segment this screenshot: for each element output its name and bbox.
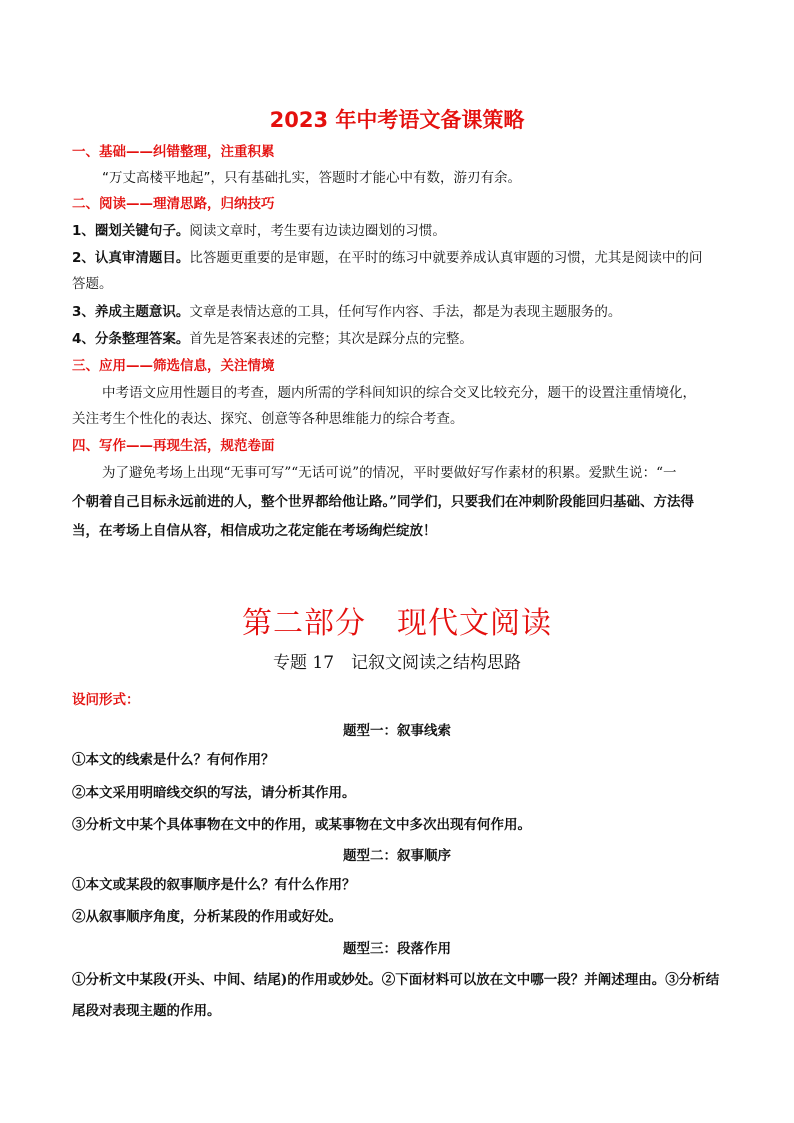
- type-2-title: 题型二：叙事顺序: [343, 848, 451, 864]
- section-2-item-2: [72, 248, 724, 268]
- section-2-item-3: [72, 302, 724, 322]
- section-2-item-1: [72, 221, 724, 241]
- item-1-lead: 1、圈划关键句子。: [72, 223, 190, 239]
- type-1-title: 题型一：叙事线索: [343, 723, 451, 739]
- item-2-text: 比答题更重要的是审题，在平时的练习中就要养成认真审题的习惯，尤其是阅读中的问: [189, 250, 703, 266]
- type-2-question-2: ②从叙事顺序角度，分析某段的作用或好处。: [72, 909, 342, 925]
- item-4-text: 首先是答案表述的完整；其次是踩分点的完整。: [189, 331, 473, 347]
- section-1-heading: 一、基础——纠错整理，注重积累: [72, 144, 275, 160]
- section-2-item-2-cont: 答题。: [72, 276, 113, 292]
- section-3-heading: 三、应用——筛选信息，关注情境: [72, 358, 275, 374]
- section-1-text: “万丈高楼平地起”，只有基础扎实，答题时才能心中有数，游刃有余。: [102, 170, 521, 186]
- section-4-line-3: 当，在考场上自信从容，相信成功之花定能在考场绚烂绽放！: [72, 523, 437, 539]
- section-2-item-4: [72, 329, 724, 349]
- type-3-line-1: ①分析文中某段(开头、中间、结尾)的作用或妙处。②下面材料可以放在文中哪一段？并阐述理由。③分析结: [72, 972, 720, 988]
- item-4-lead: 4、分条整理答案。: [72, 331, 190, 347]
- topic-title: 专题 17 记叙文阅读之结构思路: [272, 653, 522, 673]
- type-1-question-3: ③分析文中某个具体事物在文中的作用，或某事物在文中多次出现有何作用。: [72, 817, 531, 833]
- part-title: 第二部分 现代文阅读: [242, 606, 552, 641]
- item-3-text: 文章是表情达意的工具，任何写作内容、手法，都是为表现主题服务的。: [189, 304, 622, 320]
- type-3-line-2: 尾段对表现主题的作用。: [72, 1003, 221, 1019]
- section-2-heading: 二、阅读——理清思路，归纳技巧: [72, 196, 275, 212]
- question-form-label: 设问形式：: [72, 692, 140, 708]
- document-title: 2023 年中考语文备课策略: [269, 108, 525, 132]
- section-4-line-1: 为了避免考场上出现“无事可写”“无话可说”的情况，平时要做好写作素材的积累。爱默生说：“一: [102, 465, 677, 481]
- section-3-line-1: 中考语文应用性题目的考查，题内所需的学科间知识的综合交叉比较充分，题干的设置注重情境化，: [102, 385, 696, 401]
- item-1-text: 阅读文章时，考生要有边读边圈划的习惯。: [189, 223, 446, 239]
- section-4-line-2: 个朝着自己目标永远前进的人，整个世界都给他让路。”同学们，只要我们在冲刺阶段能回归基础、方法得: [72, 494, 695, 510]
- type-3-title: 题型三：段落作用: [343, 941, 451, 957]
- type-1-question-1: ①本文的线索是什么？有何作用？: [72, 752, 275, 768]
- item-3-lead: 3、养成主题意识。: [72, 304, 190, 320]
- section-4-heading: 四、写作——再现生活，规范卷面: [72, 438, 275, 454]
- item-2-lead: 2、认真审清题目。: [72, 250, 190, 266]
- type-1-question-2: ②本文采用明暗线交织的写法，请分析其作用。: [72, 785, 356, 801]
- section-3-line-2: 关注考生个性化的表达、探究、创意等各种思维能力的综合考查。: [72, 411, 464, 427]
- type-2-question-1: ①本文或某段的叙事顺序是什么？有什么作用？: [72, 877, 356, 893]
